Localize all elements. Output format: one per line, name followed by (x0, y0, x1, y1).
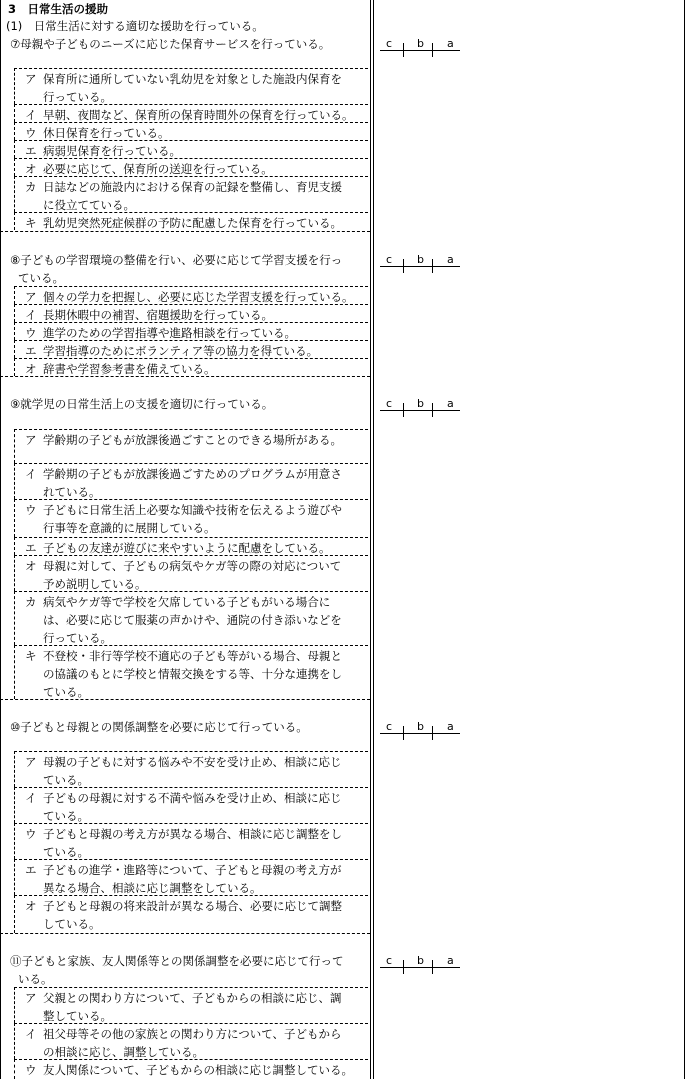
criterion-8-title: ⑧子どもの学習環境の整備を行い、必要に応じて学習支援を行っ (10, 253, 343, 267)
list-item: イ 学齢期の子どもが放課後過ごすためのプログラムが用意さ れている。 (14, 463, 368, 499)
list-item: カ 病気やケガ等で学校を欠席している子どもがいる場合に は、必要に応じて服薬の声かけや、通院の付き添いなどを 行っている。 (14, 591, 368, 645)
list-item: エ 子どもの友達が遊びに来やすいように配慮をしている。 (14, 537, 368, 555)
criterion-10-title: ⑩子どもと母親との関係調整を必要に応じて行っている。 (10, 720, 308, 734)
criterion-11-title: ⑪子どもと家族、友人関係等との関係調整を必要に応じて行って (10, 954, 344, 968)
subsection-heading: (1) 日常生活に対する適切な援助を行っている。 (6, 19, 264, 33)
list-item: エ 病弱児保育を行っている。 (14, 140, 368, 158)
list-item: キ 不登校・非行等学校不適応の子ども等がいる場合、母親と の協議のもとに学校と情報交換をする等、十分な連携をし ている。 (14, 645, 368, 699)
list-item: オ 必要に応じて、保育所の送迎を行っている。 (14, 158, 368, 176)
list-item: ア 保育所に通所していない乳幼児を対象とした施設内保育を 行っている。 (14, 68, 368, 104)
list-item: カ 日誌などの施設内における保育の記録を整備し、育児支援 に役立てている。 (14, 176, 368, 212)
rating-scale-10: c b a (380, 720, 460, 744)
list-item: イ 祖父母等その他の家族との関わり方について、子どもから の相談に応じ、調整している。 (14, 1023, 368, 1059)
rating-c: c (386, 37, 393, 50)
rating-b: b (417, 37, 424, 50)
section-heading: 3 日常生活の援助 (8, 2, 109, 16)
rating-a: a (447, 37, 454, 50)
list-item: ウ 進学のための学習指導や進路相談を行っている。 (14, 322, 368, 340)
list-item: イ 長期休暇中の補習、宿題援助を行っている。 (14, 304, 368, 322)
list-item: イ 子どもの母親に対する不満や悩みを受け止め、相談に応じ ている。 (14, 787, 368, 823)
list-item: オ 子どもと母親の将来設計が異なる場合、必要に応じて調整 している。 (14, 895, 368, 933)
list-item: ア 父親との関わり方について、子どもからの相談に応じ、調 整している。 (14, 987, 368, 1023)
divider (0, 376, 370, 377)
list-item: エ 子どもの進学・進路等について、子どもと母親の考え方が 異なる場合、相談に応じ調整をしている。 (14, 859, 368, 895)
list-item: エ 学習指導のためにボランティア等の協力を得ている。 (14, 340, 368, 358)
list-item: ウ 休日保育を行っている。 (14, 122, 368, 140)
criterion-8-title-cont: ている。 (18, 271, 64, 285)
list-item: ア 学齢期の子どもが放課後過ごすことのできる場所がある。 (14, 429, 368, 463)
rating-scale-11: c b a (380, 954, 460, 978)
rating-scale-7 (380, 37, 460, 61)
list-item: キ 乳幼児突然死症候群の予防に配慮した保育を行っている。 (14, 212, 368, 230)
list-item: ア 個々の学力を把握し、必要に応じた学習支援を行っている。 (14, 286, 368, 304)
criterion-11-title-cont: いる。 (18, 972, 53, 986)
divider (0, 933, 370, 934)
list-item: ウ 子どもに日常生活上必要な知識や技術を伝えるよう遊びや 行事等を意識的に展開している。 (14, 499, 368, 537)
criterion-7-title: ⑦母親や子どものニーズに応じた保育サービスを行っている。 (10, 37, 331, 51)
column-divider (370, 0, 371, 1079)
divider (0, 231, 370, 232)
criterion-9-title: ⑨就学児の日常生活上の支援を適切に行っている。 (10, 397, 274, 411)
list-item: ウ 子どもと母親の考え方が異なる場合、相談に応じ調整をし ている。 (14, 823, 368, 859)
list-item: オ 母親に対して、子どもの病気やケガ等の際の対応について 予め説明している。 (14, 555, 368, 591)
divider (0, 699, 370, 700)
rating-scale-8: c b a (380, 253, 460, 277)
column-divider (373, 0, 374, 1079)
list-item: ウ 友人関係について、子どもからの相談に応じ調整している。 (14, 1059, 368, 1079)
rating-scale-9: c b a (380, 397, 460, 421)
list-item: イ 早朝、夜間など、保育所の保育時間外の保育を行っている。 (14, 104, 368, 122)
list-item: ア 母親の子どもに対する悩みや不安を受け止め、相談に応じ ている。 (14, 751, 368, 787)
list-item: オ 辞書や学習参考書を備えている。 (14, 358, 368, 376)
